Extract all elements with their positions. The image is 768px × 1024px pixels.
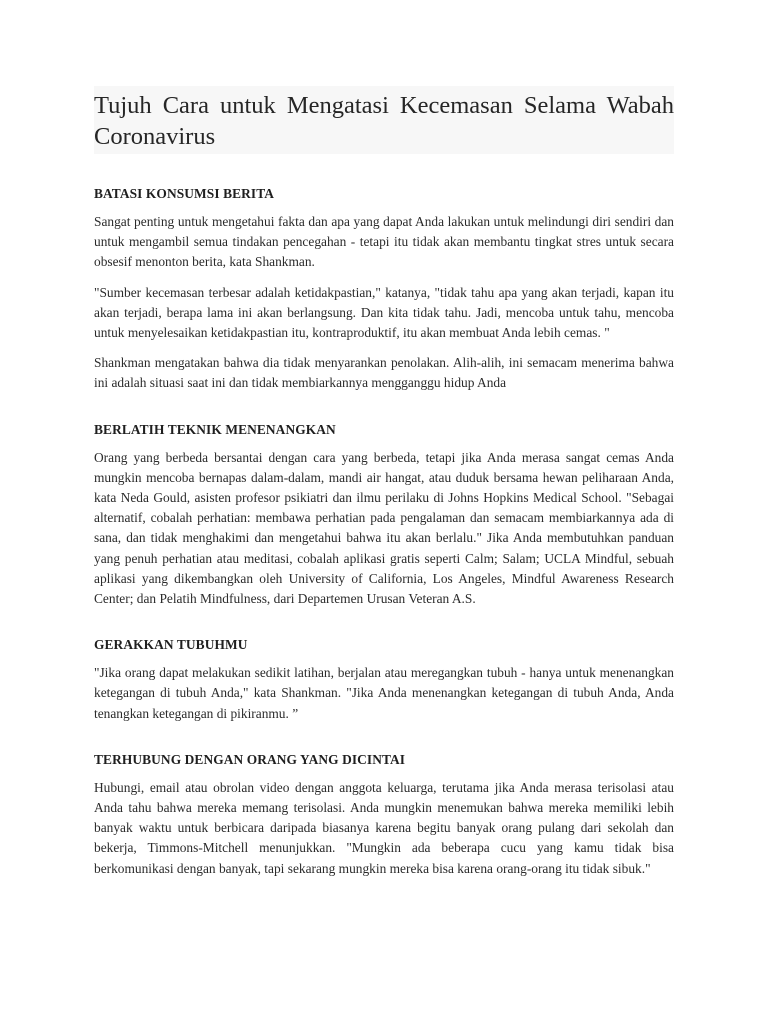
section-gerakkan-tubuhmu (94, 636, 674, 724)
paragraph: Sangat penting untuk mengetahui fakta dan apa yang dapat Anda lakukan untuk melindungi diri sendiri dan untuk mengambil semua tindakan pencegahan - tetapi itu tidak akan membantu tingkat stres untuk secara obsesif menonton berita, kata Shankman. (94, 214, 674, 270)
section-heading: BERLATIH TEKNIK MENENANGKAN (94, 421, 336, 437)
section-berlatih-teknik-menenangkan (94, 421, 674, 610)
section-batasi-konsumsi-berita (94, 185, 674, 394)
paragraph: Hubungi, email atau obrolan video dengan anggota keluarga, terutama jika Anda merasa terisolasi atau Anda tahu bahwa mereka memang terisolasi. Anda mungkin menemukan bahwa mereka memiliki lebih banyak waktu untuk berbicara daripada biasanya karena begitu banyak orang pulang dari sekolah dan bekerja, Timmons-Mitchell menunjukkan. "Mungkin ada beberapa cucu yang kamu tidak bisa berkomunikasi dengan banyak, tapi sekarang mungkin mereka bisa karena orang-orang itu tidak sibuk." (94, 779, 674, 876)
section-heading: GERAKKAN TUBUHMU (94, 637, 248, 653)
paragraph: Orang yang berbeda bersantai dengan cara yang berbeda, tetapi jika Anda merasa sangat cemas Anda mungkin mencoba bernapas dalam-dalam, mandi air hangat, atau duduk bersama hewan peliharaan Anda, kata Neda Gould, asisten profesor psikiatri dan ilmu perilaku di Johns Hopkins Medical School. "Sebagai alternatif, cobalah perhatian: membawa perhatian pada pengalaman dan semacam membiarkannya ada di sana, dan tidak menghakimi dan mengetahui bahwa itu akan berlalu." Jika Anda membutuhkan panduan yang penuh perhatian atau meditasi, cobalah aplikasi gratis seperti Calm; Salam; UCLA Mindful, sebuah aplikasi yang dikembangkan oleh University of California, Los Angeles, Mindful Awareness Research Center; dan Pelatih Mindfulness, dari Departemen Urusan Veteran A.S. (94, 449, 674, 607)
paragraph: Shankman mengatakan bahwa dia tidak menyarankan penolakan. Alih-alih, ini semacam menerima bahwa ini adalah situasi saat ini dan tidak membiarkannya mengganggu hidup Anda (94, 355, 674, 391)
document-title: Tujuh Cara untuk Mengatasi Kecemasan Selama Wabah Coronavirus (94, 86, 674, 154)
document-page (94, 86, 674, 889)
section-terhubung-dengan-orang-yang-dicintai (94, 751, 674, 879)
paragraph: "Sumber kecemasan terbesar adalah ketidakpastian," katanya, "tidak tahu apa yang akan terjadi, kapan itu akan terjadi, berapa lama ini akan berlangsung. Dan kita tidak tahu. Jadi, mencoba untuk tahu, mencoba untuk menyelesaikan ketidakpastian itu, kontraproduktif, itu akan membuat Anda lebih cemas. " (94, 284, 674, 341)
section-heading: BATASI KONSUMSI BERITA (94, 186, 275, 201)
paragraph: "Jika orang dapat melakukan sedikit latihan, berjalan atau meregangkan tubuh - hanya untuk menenangkan ketegangan di tubuh Anda," kata Shankman. "Jika Anda menenangkan ketegangan di tubuh Anda, Anda tenangkan ketegangan di pikiranmu. ” (94, 665, 674, 721)
section-heading: TERHUBUNG DENGAN ORANG YANG DICINTAI (94, 751, 406, 767)
